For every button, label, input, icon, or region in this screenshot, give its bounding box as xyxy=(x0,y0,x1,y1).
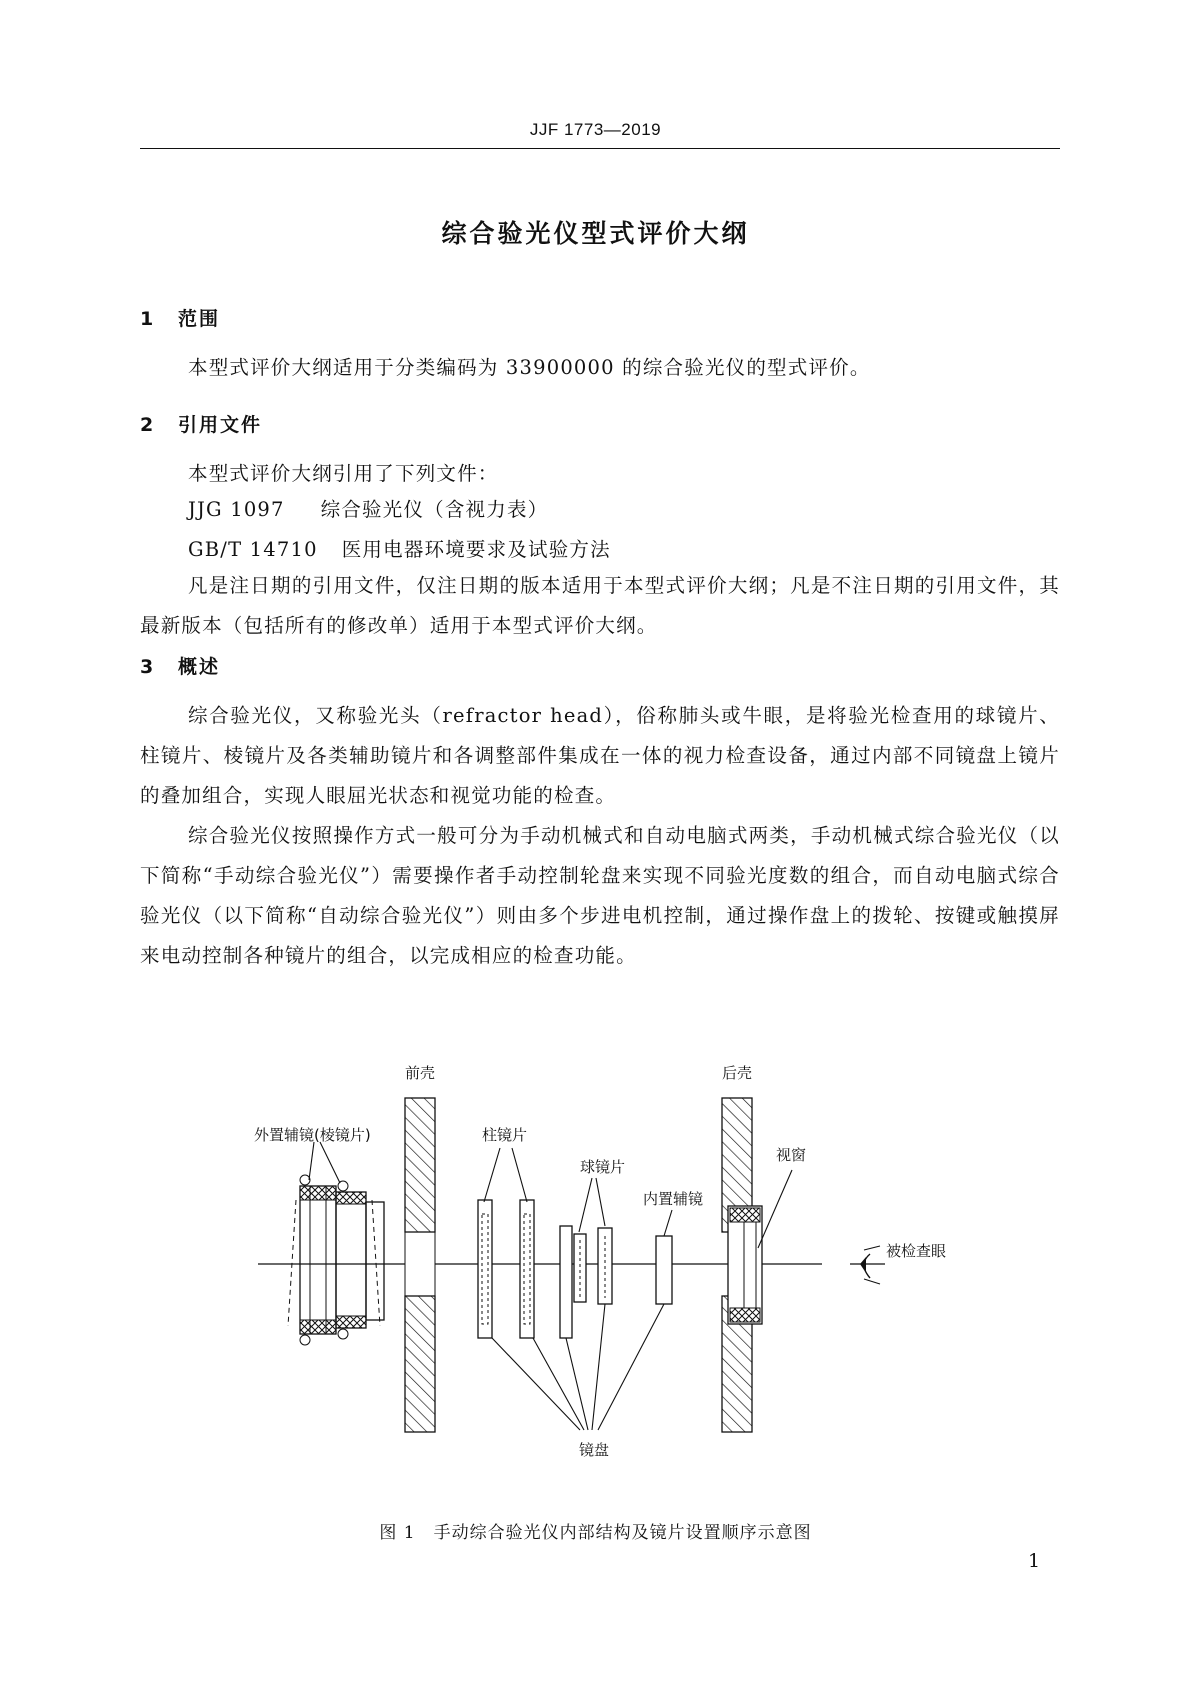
reference-item xyxy=(188,494,548,522)
section-number: 3 xyxy=(140,656,156,678)
figure-caption: 图 1 手动综合验光仪内部结构及镜片设置顺序示意图 xyxy=(379,1523,812,1543)
overview-paragraph-1: 综合验光仪，又称验光头（refractor head），俗称肺头或牛眼，是将验光检查用的球镜片、柱镜片、棱镜片及各类辅助镜片和各调整部件集成在一体的视力检查设备，通过内部不同镜盘上镜片的叠加组合，实现人眼屈光状态和视觉功能的检查。 xyxy=(140,704,1060,807)
document-title: 综合验光仪型式评价大纲 xyxy=(441,219,750,248)
references-intro: 本型式评价大纲引用了下列文件： xyxy=(188,462,499,485)
label-window: 视窗 xyxy=(776,1146,807,1164)
front-shell xyxy=(405,1098,435,1432)
section-number: 1 xyxy=(140,308,156,330)
section-heading-overview xyxy=(140,652,220,679)
label-discs: 镜盘 xyxy=(578,1441,610,1459)
scope-paragraph: 本型式评价大纲适用于分类编码为 33900000 的综合验光仪的型式评价。 xyxy=(188,356,871,379)
references-note: 凡是注日期的引用文件，仅注日期的版本适用于本型式评价大纲；凡是不注日期的引用文件，其最新版本（包括所有的修改单）适用于本型式评价大纲。 xyxy=(140,574,1060,637)
reference-item xyxy=(188,534,611,562)
section-title: 概述 xyxy=(178,656,221,678)
sphere-lens-discs xyxy=(560,1226,612,1338)
label-external-aux: 外置辅镜(棱镜片) xyxy=(254,1126,371,1144)
reference-name: 医用电器环境要求及试验方法 xyxy=(341,538,611,561)
section-title: 范围 xyxy=(178,308,221,330)
external-aux-lens-assembly xyxy=(288,1175,384,1345)
rear-shell xyxy=(722,1098,762,1432)
label-internal-aux: 内置辅镜 xyxy=(643,1190,704,1208)
reference-name: 综合验光仪（含视力表） xyxy=(320,498,549,521)
reference-code: JJG 1097 xyxy=(188,498,285,521)
label-sphere: 球镜片 xyxy=(580,1158,626,1176)
label-rear-shell: 后壳 xyxy=(721,1064,753,1082)
label-eye: 被检查眼 xyxy=(886,1242,947,1260)
label-front-shell: 前壳 xyxy=(404,1064,436,1082)
section-title: 引用文件 xyxy=(178,414,263,436)
label-cylinder: 柱镜片 xyxy=(482,1126,528,1144)
cylinder-lens-discs xyxy=(478,1200,534,1338)
overview-paragraph-2: 综合验光仪按照操作方式一般可分为手动机械式和自动电脑式两类，手动机械式综合验光仪（以下简称“手动综合验光仪”）需要操作者手动控制轮盘来实现不同验光度数的组合，而自动电脑式综合验光仪（以下简称“自动综合验光仪”）则由多个步进电机控制，通过操作盘上的拨轮、按键或触摸屏来电动控制各种镜片的组合，以完成相应的检查功能。 xyxy=(140,824,1060,967)
section-number: 2 xyxy=(140,414,156,436)
reference-code: GB/T 14710 xyxy=(188,538,318,561)
page-number: 1 xyxy=(1028,1550,1041,1572)
internal-aux-disc xyxy=(656,1236,672,1304)
document-code-header: JJF 1773—2019 xyxy=(529,120,662,139)
refractor-structure-diagram xyxy=(0,1050,1191,1530)
section-heading-scope xyxy=(140,304,220,331)
header-rule xyxy=(140,148,1060,149)
leader-lines xyxy=(309,1142,792,1430)
section-heading-references xyxy=(140,410,262,437)
eye-icon xyxy=(860,1246,880,1284)
